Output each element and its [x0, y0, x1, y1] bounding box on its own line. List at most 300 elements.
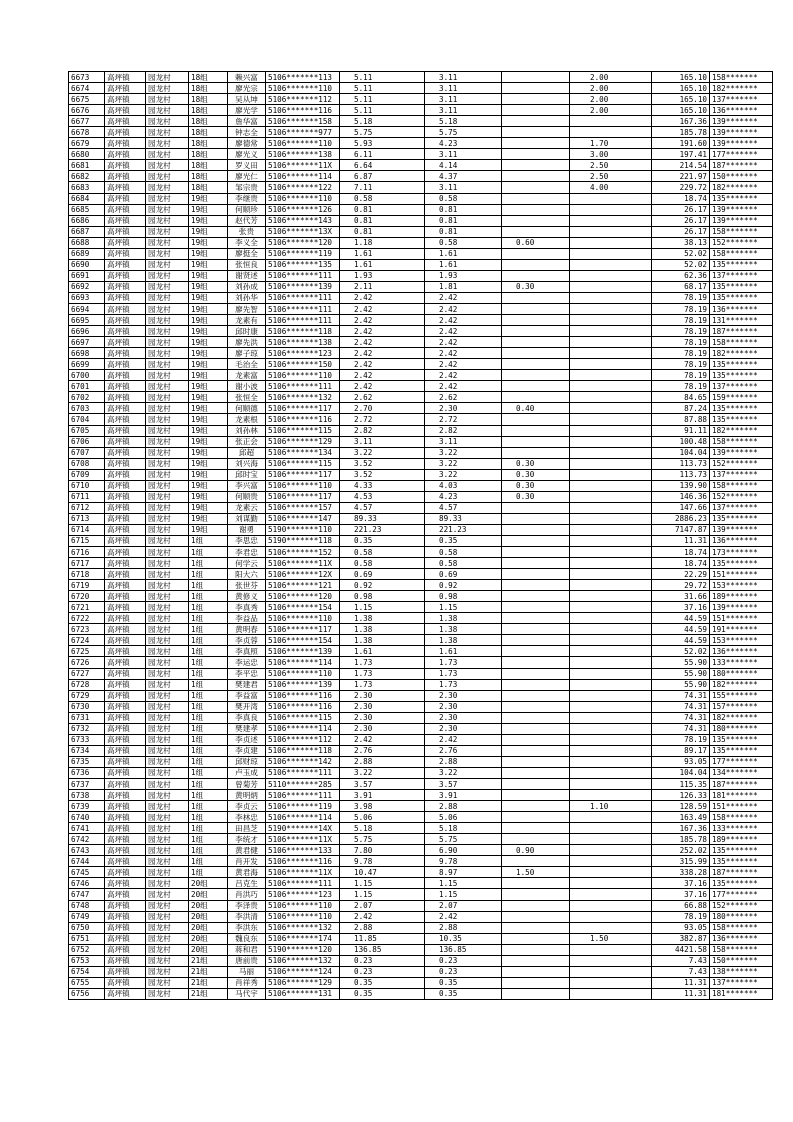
id-number-cell: 5106*******126: [266, 204, 340, 215]
amount-cell: 100.48: [652, 436, 710, 447]
id-number-cell: 5106*******110: [266, 83, 340, 94]
group-cell: 1组: [189, 690, 228, 701]
area-b-cell: [502, 425, 570, 436]
area-c-cell: [570, 922, 652, 933]
area-a-cell: 0.98: [425, 591, 502, 602]
area-c-cell: [570, 867, 652, 878]
row-number: 6705: [69, 425, 105, 436]
id-number-cell: 5106*******118: [266, 326, 340, 337]
area-b-cell: 0.30: [502, 281, 570, 292]
id-number-cell: 5106*******134: [266, 447, 340, 458]
amount-cell: 26.17: [652, 226, 710, 237]
phone-cell: 153*******: [710, 635, 773, 646]
name-cell: 李继贵: [228, 193, 266, 204]
total-area-cell: 1.38: [340, 635, 425, 646]
phone-cell: 152*******: [710, 237, 773, 248]
area-b-cell: [502, 547, 570, 558]
amount-cell: 52.02: [652, 248, 710, 259]
group-cell: 19组: [189, 303, 228, 314]
group-cell: 18组: [189, 138, 228, 149]
amount-cell: 78.19: [652, 381, 710, 392]
amount-cell: 78.19: [652, 359, 710, 370]
area-c-cell: [570, 513, 652, 524]
amount-cell: 315.99: [652, 856, 710, 867]
row-number: 6698: [69, 348, 105, 359]
total-area-cell: 2.42: [340, 348, 425, 359]
village-cell: 园龙村: [146, 535, 189, 546]
amount-cell: 113.73: [652, 469, 710, 480]
area-a-cell: 0.23: [425, 966, 502, 977]
area-c-cell: [570, 756, 652, 767]
area-c-cell: [570, 668, 652, 679]
area-b-cell: [502, 580, 570, 591]
phone-cell: 187*******: [710, 867, 773, 878]
area-a-cell: 3.22: [425, 447, 502, 458]
table-row: [69, 303, 773, 314]
name-cell: 李泽贵: [228, 900, 266, 911]
phone-cell: 181*******: [710, 790, 773, 801]
phone-cell: 158*******: [710, 337, 773, 348]
id-number-cell: 5106*******12X: [266, 569, 340, 580]
town-cell: 高坪镇: [105, 580, 146, 591]
village-cell: 园龙村: [146, 867, 189, 878]
name-cell: 马丽: [228, 966, 266, 977]
name-cell: 蒋和君: [228, 944, 266, 955]
village-cell: 园龙村: [146, 547, 189, 558]
area-c-cell: [570, 745, 652, 756]
row-number: 6713: [69, 513, 105, 524]
area-c-cell: [570, 458, 652, 469]
town-cell: 高坪镇: [105, 392, 146, 403]
area-b-cell: [502, 359, 570, 370]
group-cell: 1组: [189, 723, 228, 734]
area-b-cell: [502, 657, 570, 668]
town-cell: 高坪镇: [105, 745, 146, 756]
table-row: [69, 259, 773, 270]
total-area-cell: 1.18: [340, 237, 425, 248]
name-cell: 龙素富: [228, 370, 266, 381]
table-row: [69, 524, 773, 535]
name-cell: 李贞建: [228, 745, 266, 756]
area-c-cell: [570, 580, 652, 591]
total-area-cell: 89.33: [340, 513, 425, 524]
amount-cell: 74.31: [652, 712, 710, 723]
name-cell: 张恒全: [228, 392, 266, 403]
area-a-cell: 3.11: [425, 105, 502, 116]
area-b-cell: [502, 701, 570, 712]
phone-cell: 158*******: [710, 480, 773, 491]
phone-cell: 182*******: [710, 348, 773, 359]
area-c-cell: [570, 558, 652, 569]
area-b-cell: [502, 270, 570, 281]
area-c-cell: [570, 381, 652, 392]
town-cell: 高坪镇: [105, 712, 146, 723]
group-cell: 1组: [189, 679, 228, 690]
row-number: 6676: [69, 105, 105, 116]
total-area-cell: 6.87: [340, 171, 425, 182]
phone-cell: 136*******: [710, 646, 773, 657]
id-number-cell: 5106*******139: [266, 679, 340, 690]
amount-cell: 55.90: [652, 657, 710, 668]
village-cell: 园龙村: [146, 944, 189, 955]
amount-cell: 104.04: [652, 767, 710, 778]
row-number: 6751: [69, 933, 105, 944]
table-row: [69, 801, 773, 812]
name-cell: 邱时宝: [228, 469, 266, 480]
amount-cell: 37.16: [652, 889, 710, 900]
row-number: 6703: [69, 403, 105, 414]
id-number-cell: 5106*******111: [266, 767, 340, 778]
group-cell: 18组: [189, 149, 228, 160]
row-number: 6673: [69, 72, 105, 83]
amount-cell: 185.78: [652, 127, 710, 138]
row-number: 6716: [69, 547, 105, 558]
row-number: 6733: [69, 734, 105, 745]
table-row: [69, 690, 773, 701]
phone-cell: 139*******: [710, 127, 773, 138]
table-row: [69, 613, 773, 624]
village-cell: 园龙村: [146, 270, 189, 281]
village-cell: 园龙村: [146, 756, 189, 767]
group-cell: 1组: [189, 745, 228, 756]
amount-cell: 229.72: [652, 182, 710, 193]
phone-cell: 181*******: [710, 988, 773, 999]
table-row: [69, 193, 773, 204]
phone-cell: 135*******: [710, 370, 773, 381]
row-number: 6715: [69, 535, 105, 546]
area-a-cell: 2.30: [425, 723, 502, 734]
area-b-cell: [502, 823, 570, 834]
group-cell: 1组: [189, 712, 228, 723]
name-cell: 詹华富: [228, 116, 266, 127]
phone-cell: 159*******: [710, 392, 773, 403]
village-cell: 园龙村: [146, 105, 189, 116]
table-row: [69, 723, 773, 734]
table-row: [69, 712, 773, 723]
id-number-cell: 5106*******115: [266, 458, 340, 469]
table-row: [69, 767, 773, 778]
amount-cell: 31.66: [652, 591, 710, 602]
table-row: [69, 248, 773, 259]
area-a-cell: 1.15: [425, 602, 502, 613]
area-a-cell: 2.42: [425, 359, 502, 370]
row-number: 6719: [69, 580, 105, 591]
name-cell: 邹宗贵: [228, 182, 266, 193]
town-cell: 高坪镇: [105, 160, 146, 171]
row-number: 6701: [69, 381, 105, 392]
row-number: 6725: [69, 646, 105, 657]
village-cell: 园龙村: [146, 116, 189, 127]
total-area-cell: 2.42: [340, 315, 425, 326]
phone-cell: 139*******: [710, 138, 773, 149]
amount-cell: 115.35: [652, 779, 710, 790]
table-row: [69, 469, 773, 480]
table-row: [69, 668, 773, 679]
amount-cell: 78.19: [652, 303, 710, 314]
name-cell: 肖祥秀: [228, 977, 266, 988]
id-number-cell: 5106*******133: [266, 845, 340, 856]
total-area-cell: 1.61: [340, 646, 425, 657]
group-cell: 20组: [189, 911, 228, 922]
table-row: [69, 237, 773, 248]
id-number-cell: 5106*******132: [266, 922, 340, 933]
area-c-cell: [570, 547, 652, 558]
town-cell: 高坪镇: [105, 977, 146, 988]
id-number-cell: 5106*******117: [266, 491, 340, 502]
total-area-cell: 1.38: [340, 613, 425, 624]
village-cell: 园龙村: [146, 469, 189, 480]
table-row: [69, 94, 773, 105]
total-area-cell: 7.11: [340, 182, 425, 193]
id-number-cell: 5106*******111: [266, 790, 340, 801]
row-number: 6732: [69, 723, 105, 734]
id-number-cell: 5106*******116: [266, 414, 340, 425]
record-table-body: [69, 72, 773, 1000]
group-cell: 1组: [189, 558, 228, 569]
row-number: 6711: [69, 491, 105, 502]
table-row: [69, 160, 773, 171]
group-cell: 1组: [189, 602, 228, 613]
area-b-cell: [502, 127, 570, 138]
amount-cell: 126.33: [652, 790, 710, 801]
name-cell: 刘孙成: [228, 281, 266, 292]
town-cell: 高坪镇: [105, 922, 146, 933]
area-b-cell: [502, 790, 570, 801]
table-row: [69, 966, 773, 977]
group-cell: 18组: [189, 116, 228, 127]
phone-cell: 137*******: [710, 94, 773, 105]
area-b-cell: 0.30: [502, 458, 570, 469]
area-c-cell: 1.70: [570, 138, 652, 149]
id-number-cell: 5106*******116: [266, 690, 340, 701]
phone-cell: 180*******: [710, 911, 773, 922]
town-cell: 高坪镇: [105, 646, 146, 657]
total-area-cell: 2.42: [340, 326, 425, 337]
village-cell: 园龙村: [146, 138, 189, 149]
row-number: 6746: [69, 878, 105, 889]
town-cell: 高坪镇: [105, 458, 146, 469]
amount-cell: 214.54: [652, 160, 710, 171]
group-cell: 1组: [189, 613, 228, 624]
town-cell: 高坪镇: [105, 436, 146, 447]
row-number: 6722: [69, 613, 105, 624]
total-area-cell: 2.72: [340, 414, 425, 425]
name-cell: 李贞蓉: [228, 635, 266, 646]
amount-cell: 167.36: [652, 823, 710, 834]
table-row: [69, 315, 773, 326]
amount-cell: 7.43: [652, 966, 710, 977]
town-cell: 高坪镇: [105, 226, 146, 237]
area-c-cell: [570, 679, 652, 690]
name-cell: 李真良: [228, 712, 266, 723]
row-number: 6739: [69, 801, 105, 812]
town-cell: 高坪镇: [105, 812, 146, 823]
village-cell: 园龙村: [146, 171, 189, 182]
amount-cell: 7.43: [652, 955, 710, 966]
table-row: [69, 602, 773, 613]
table-row: [69, 105, 773, 116]
name-cell: 田昌芝: [228, 823, 266, 834]
group-cell: 1组: [189, 657, 228, 668]
amount-cell: 62.36: [652, 270, 710, 281]
area-a-cell: 2.88: [425, 922, 502, 933]
phone-cell: 150*******: [710, 171, 773, 182]
id-number-cell: 5106*******110: [266, 668, 340, 679]
area-b-cell: [502, 248, 570, 259]
total-area-cell: 3.52: [340, 469, 425, 480]
total-area-cell: 2.42: [340, 734, 425, 745]
row-number: 6686: [69, 215, 105, 226]
phone-cell: 158*******: [710, 922, 773, 933]
id-number-cell: 5106*******110: [266, 480, 340, 491]
area-b-cell: [502, 558, 570, 569]
area-c-cell: [570, 646, 652, 657]
phone-cell: 136*******: [710, 303, 773, 314]
row-number: 6679: [69, 138, 105, 149]
table-row: [69, 83, 773, 94]
group-cell: 21组: [189, 955, 228, 966]
town-cell: 高坪镇: [105, 83, 146, 94]
name-cell: 卢玉成: [228, 767, 266, 778]
town-cell: 高坪镇: [105, 524, 146, 535]
name-cell: 李益富: [228, 690, 266, 701]
total-area-cell: 6.11: [340, 149, 425, 160]
village-cell: 园龙村: [146, 127, 189, 138]
id-number-cell: 5106*******147: [266, 513, 340, 524]
table-row: [69, 513, 773, 524]
area-a-cell: 8.97: [425, 867, 502, 878]
area-c-cell: [570, 569, 652, 580]
phone-cell: 158*******: [710, 226, 773, 237]
name-cell: 何顺贵: [228, 491, 266, 502]
phone-cell: 135*******: [710, 856, 773, 867]
area-b-cell: [502, 326, 570, 337]
amount-cell: 139.90: [652, 480, 710, 491]
area-b-cell: [502, 812, 570, 823]
phone-cell: 135*******: [710, 558, 773, 569]
town-cell: 高坪镇: [105, 127, 146, 138]
name-cell: 廖先智: [228, 303, 266, 314]
phone-cell: 177*******: [710, 149, 773, 160]
name-cell: 邱时康: [228, 326, 266, 337]
name-cell: 刘兴海: [228, 458, 266, 469]
area-a-cell: 0.58: [425, 193, 502, 204]
row-number: 6755: [69, 977, 105, 988]
town-cell: 高坪镇: [105, 668, 146, 679]
area-c-cell: [570, 425, 652, 436]
total-area-cell: 5.11: [340, 72, 425, 83]
total-area-cell: 2.30: [340, 712, 425, 723]
table-row: [69, 856, 773, 867]
table-row: [69, 624, 773, 635]
row-number: 6692: [69, 281, 105, 292]
area-a-cell: 0.81: [425, 204, 502, 215]
area-c-cell: [570, 779, 652, 790]
table-row: [69, 734, 773, 745]
name-cell: 樊建孝: [228, 723, 266, 734]
name-cell: 黄明炳: [228, 790, 266, 801]
table-row: [69, 635, 773, 646]
table-row: [69, 878, 773, 889]
group-cell: 19组: [189, 513, 228, 524]
id-number-cell: 5190*******110: [266, 524, 340, 535]
total-area-cell: 2.30: [340, 701, 425, 712]
group-cell: 19组: [189, 359, 228, 370]
table-row: [69, 138, 773, 149]
id-number-cell: 5106*******154: [266, 602, 340, 613]
amount-cell: 78.19: [652, 734, 710, 745]
name-cell: 李思忠: [228, 535, 266, 546]
area-c-cell: [570, 602, 652, 613]
town-cell: 高坪镇: [105, 348, 146, 359]
area-c-cell: [570, 734, 652, 745]
area-b-cell: [502, 591, 570, 602]
phone-cell: 187*******: [710, 160, 773, 171]
total-area-cell: 1.73: [340, 679, 425, 690]
area-b-cell: [502, 988, 570, 999]
area-a-cell: 4.23: [425, 491, 502, 502]
area-c-cell: [570, 911, 652, 922]
id-number-cell: 5106*******138: [266, 149, 340, 160]
area-a-cell: 0.81: [425, 226, 502, 237]
group-cell: 20组: [189, 889, 228, 900]
phone-cell: 187*******: [710, 326, 773, 337]
amount-cell: 68.17: [652, 281, 710, 292]
area-b-cell: [502, 712, 570, 723]
village-cell: 园龙村: [146, 823, 189, 834]
id-number-cell: 5106*******123: [266, 889, 340, 900]
group-cell: 19组: [189, 392, 228, 403]
id-number-cell: 5106*******11X: [266, 558, 340, 569]
table-row: [69, 580, 773, 591]
name-cell: 曾菊芳: [228, 779, 266, 790]
group-cell: 1组: [189, 591, 228, 602]
town-cell: 高坪镇: [105, 547, 146, 558]
amount-cell: 165.10: [652, 105, 710, 116]
total-area-cell: 5.75: [340, 834, 425, 845]
area-a-cell: 2.62: [425, 392, 502, 403]
phone-cell: 136*******: [710, 535, 773, 546]
area-b-cell: [502, 624, 570, 635]
id-number-cell: 5106*******120: [266, 591, 340, 602]
amount-cell: 2886.23: [652, 513, 710, 524]
total-area-cell: 2.11: [340, 281, 425, 292]
name-cell: 赖兴富: [228, 72, 266, 83]
name-cell: 李统才: [228, 834, 266, 845]
name-cell: 赵代芳: [228, 215, 266, 226]
area-a-cell: 0.23: [425, 955, 502, 966]
table-row: [69, 480, 773, 491]
area-b-cell: 0.30: [502, 469, 570, 480]
total-area-cell: 5.11: [340, 94, 425, 105]
area-c-cell: [570, 977, 652, 988]
area-a-cell: 2.30: [425, 701, 502, 712]
row-number: 6700: [69, 370, 105, 381]
phone-cell: 135*******: [710, 513, 773, 524]
phone-cell: 135*******: [710, 193, 773, 204]
total-area-cell: 1.15: [340, 878, 425, 889]
name-cell: 廖先洪: [228, 337, 266, 348]
id-number-cell: 5106*******110: [266, 138, 340, 149]
total-area-cell: 5.18: [340, 116, 425, 127]
row-number: 6684: [69, 193, 105, 204]
amount-cell: 89.17: [652, 745, 710, 756]
amount-cell: 93.05: [652, 922, 710, 933]
total-area-cell: 0.81: [340, 204, 425, 215]
row-number: 6745: [69, 867, 105, 878]
group-cell: 19组: [189, 414, 228, 425]
area-c-cell: [570, 480, 652, 491]
